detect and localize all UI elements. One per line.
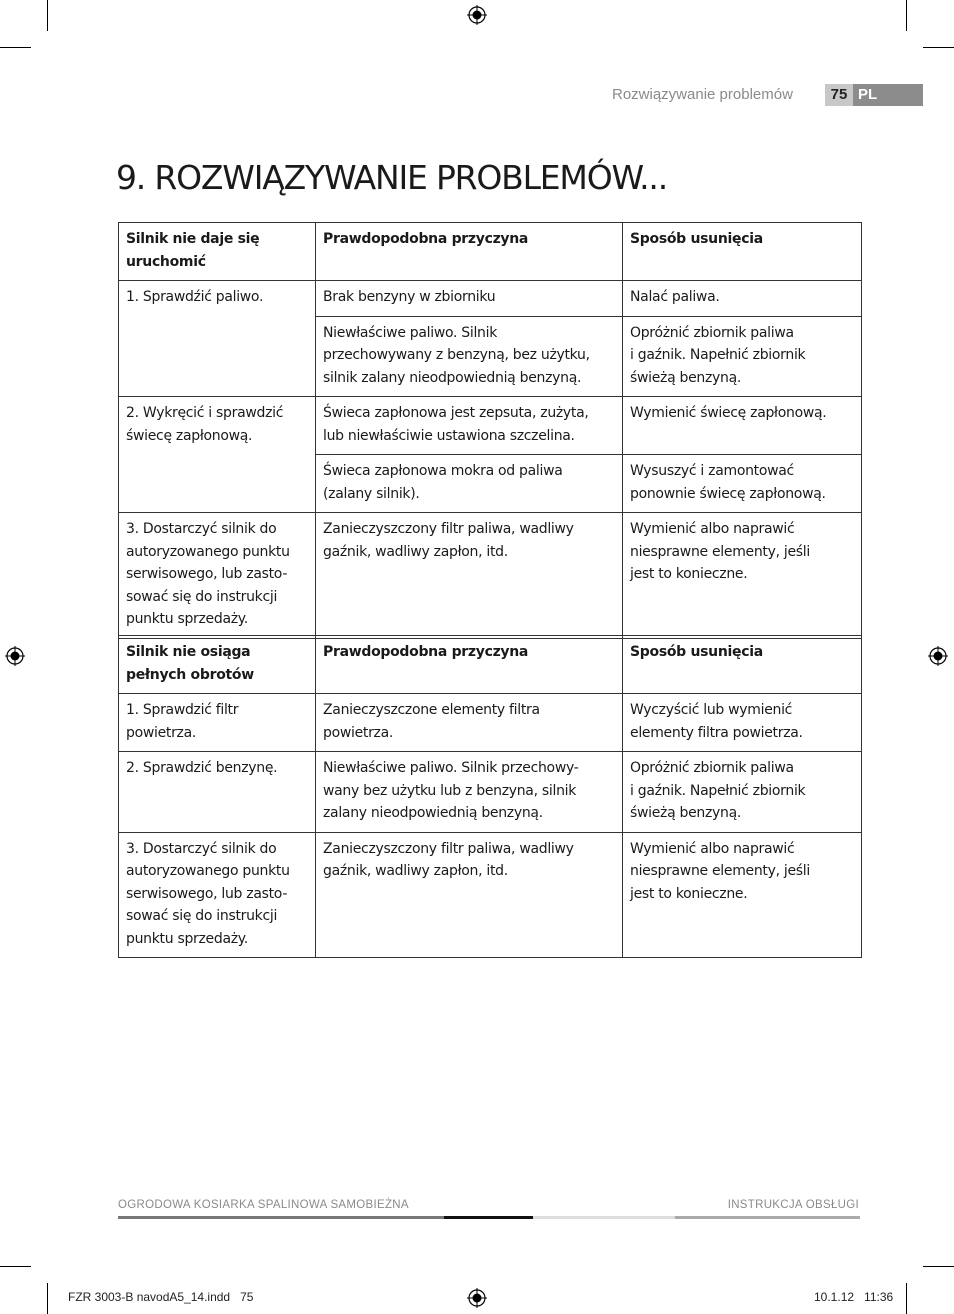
registration-mark-icon (467, 1288, 487, 1308)
remedy-cell: Opróżnić zbiornik paliwa i gaźnik. Napełnić zbiornik świeżą benzyną. (623, 316, 862, 397)
footer-bar-segment (675, 1216, 860, 1219)
check-cell: 1. Sprawdźić paliwo. (119, 281, 316, 397)
language-code: PL (853, 84, 923, 106)
crop-mark (923, 47, 954, 48)
header-cell: Silnik nie daje się uruchomić (119, 223, 316, 281)
cause-cell: Brak benzyny w zbiorniku (316, 281, 623, 317)
header-cell: Prawdopodobna przyczyna (316, 223, 623, 281)
remedy-cell: Wysuszyć i zamontować ponownie świecę zapłonową. (623, 455, 862, 513)
remedy-cell: Nalać paliwa. (623, 281, 862, 317)
cause-cell: Zanieczyszczony filtr paliwa, wadliwy gaźnik, wadliwy zapłon, itd. (316, 513, 623, 639)
crop-mark (906, 0, 907, 31)
cause-cell: Niewłaściwe paliwo. Silnik przechowy- wany bez użytku lub z benzyna, silnik zalany nieodpowiednią benzyną. (316, 752, 623, 833)
header-cell: Prawdopodobna przyczyna (316, 636, 623, 694)
running-header-title: Rozwiązywanie problemów (612, 86, 793, 103)
remedy-cell: Wymienić świecę zapłonową. (623, 397, 862, 455)
check-cell: 3. Dostarczyć silnik do autoryzowanego punktu serwisowego, lub zasto- sować się do instrukcji punktu sprzedaży. (119, 513, 316, 639)
header-cell: Sposób usunięcia (623, 636, 862, 694)
slug-filename: FZR 3003-B navodA5_14.indd 75 (68, 1290, 254, 1304)
table-row (119, 281, 862, 317)
page-title: 9. ROZWIĄZYWANIE PROBLEMÓW... (116, 158, 667, 197)
crop-mark (0, 1266, 31, 1267)
registration-mark-icon (5, 646, 25, 666)
table-row (119, 513, 862, 639)
header-cell: Silnik nie osiąga pełnych obrotów (119, 636, 316, 694)
crop-mark (0, 47, 31, 48)
cause-cell: Świeca zapłonowa mokra od paliwa (zalany silnik). (316, 455, 623, 513)
table-row (119, 752, 862, 833)
remedy-cell: Wyczyścić lub wymienić elementy filtra powietrza. (623, 694, 862, 752)
table-row (119, 832, 862, 958)
slug-timestamp: 10.1.12 11:36 (814, 1290, 894, 1304)
crop-mark (923, 1266, 954, 1267)
page-badge (825, 84, 923, 106)
check-cell: 3. Dostarczyć silnik do autoryzowanego punktu serwisowego, lub zasto- sować się do instrukcji punktu sprzedaży. (119, 832, 316, 958)
remedy-cell: Wymienić albo naprawić niesprawne elementy, jeśli jest to konieczne. (623, 513, 862, 639)
table-header-row (119, 636, 862, 694)
check-cell: 1. Sprawdzić filtr powietrza. (119, 694, 316, 752)
footer-product-name: OGRODOWA KOSIARKA SPALINOWA SAMOBIEŻNA (118, 1199, 409, 1211)
troubleshooting-table-low-revs (118, 635, 862, 958)
cause-cell: Niewłaściwe paliwo. Silnik przechowywany z benzyną, bez użytku, silnik zalany nieodpowiednią benzyną. (316, 316, 623, 397)
footer-bar-segment (444, 1216, 533, 1219)
cause-cell: Świeca zapłonowa jest zepsuta, zużyta, lub niewłaściwie ustawiona szczelina. (316, 397, 623, 455)
registration-mark-icon (928, 646, 948, 666)
footer-doc-type: INSTRUKCJA OBSŁUGI (727, 1199, 859, 1211)
cause-cell: Zanieczyszczone elementy filtra powietrza. (316, 694, 623, 752)
table-header-row (119, 223, 862, 281)
crop-mark (906, 1283, 907, 1314)
check-cell: 2. Sprawdzić benzynę. (119, 752, 316, 833)
registration-mark-icon (467, 5, 487, 25)
table-row (119, 397, 862, 455)
crop-mark (47, 1283, 48, 1314)
footer-bar-segment (533, 1216, 675, 1219)
remedy-cell: Opróżnić zbiornik paliwa i gaźnik. Napełnić zbiornik świeżą benzyną. (623, 752, 862, 833)
cause-cell: Zanieczyszczony filtr paliwa, wadliwy gaźnik, wadliwy zapłon, itd. (316, 832, 623, 958)
crop-mark (47, 0, 48, 31)
page-number: 75 (825, 84, 853, 106)
troubleshooting-table-no-start (118, 222, 862, 639)
remedy-cell: Wymienić albo naprawić niesprawne elementy, jeśli jest to konieczne. (623, 832, 862, 958)
table-row (119, 694, 862, 752)
check-cell: 2. Wykręcić i sprawdzić świecę zapłonową. (119, 397, 316, 513)
header-cell: Sposób usunięcia (623, 223, 862, 281)
footer-bar-segment (118, 1216, 444, 1219)
